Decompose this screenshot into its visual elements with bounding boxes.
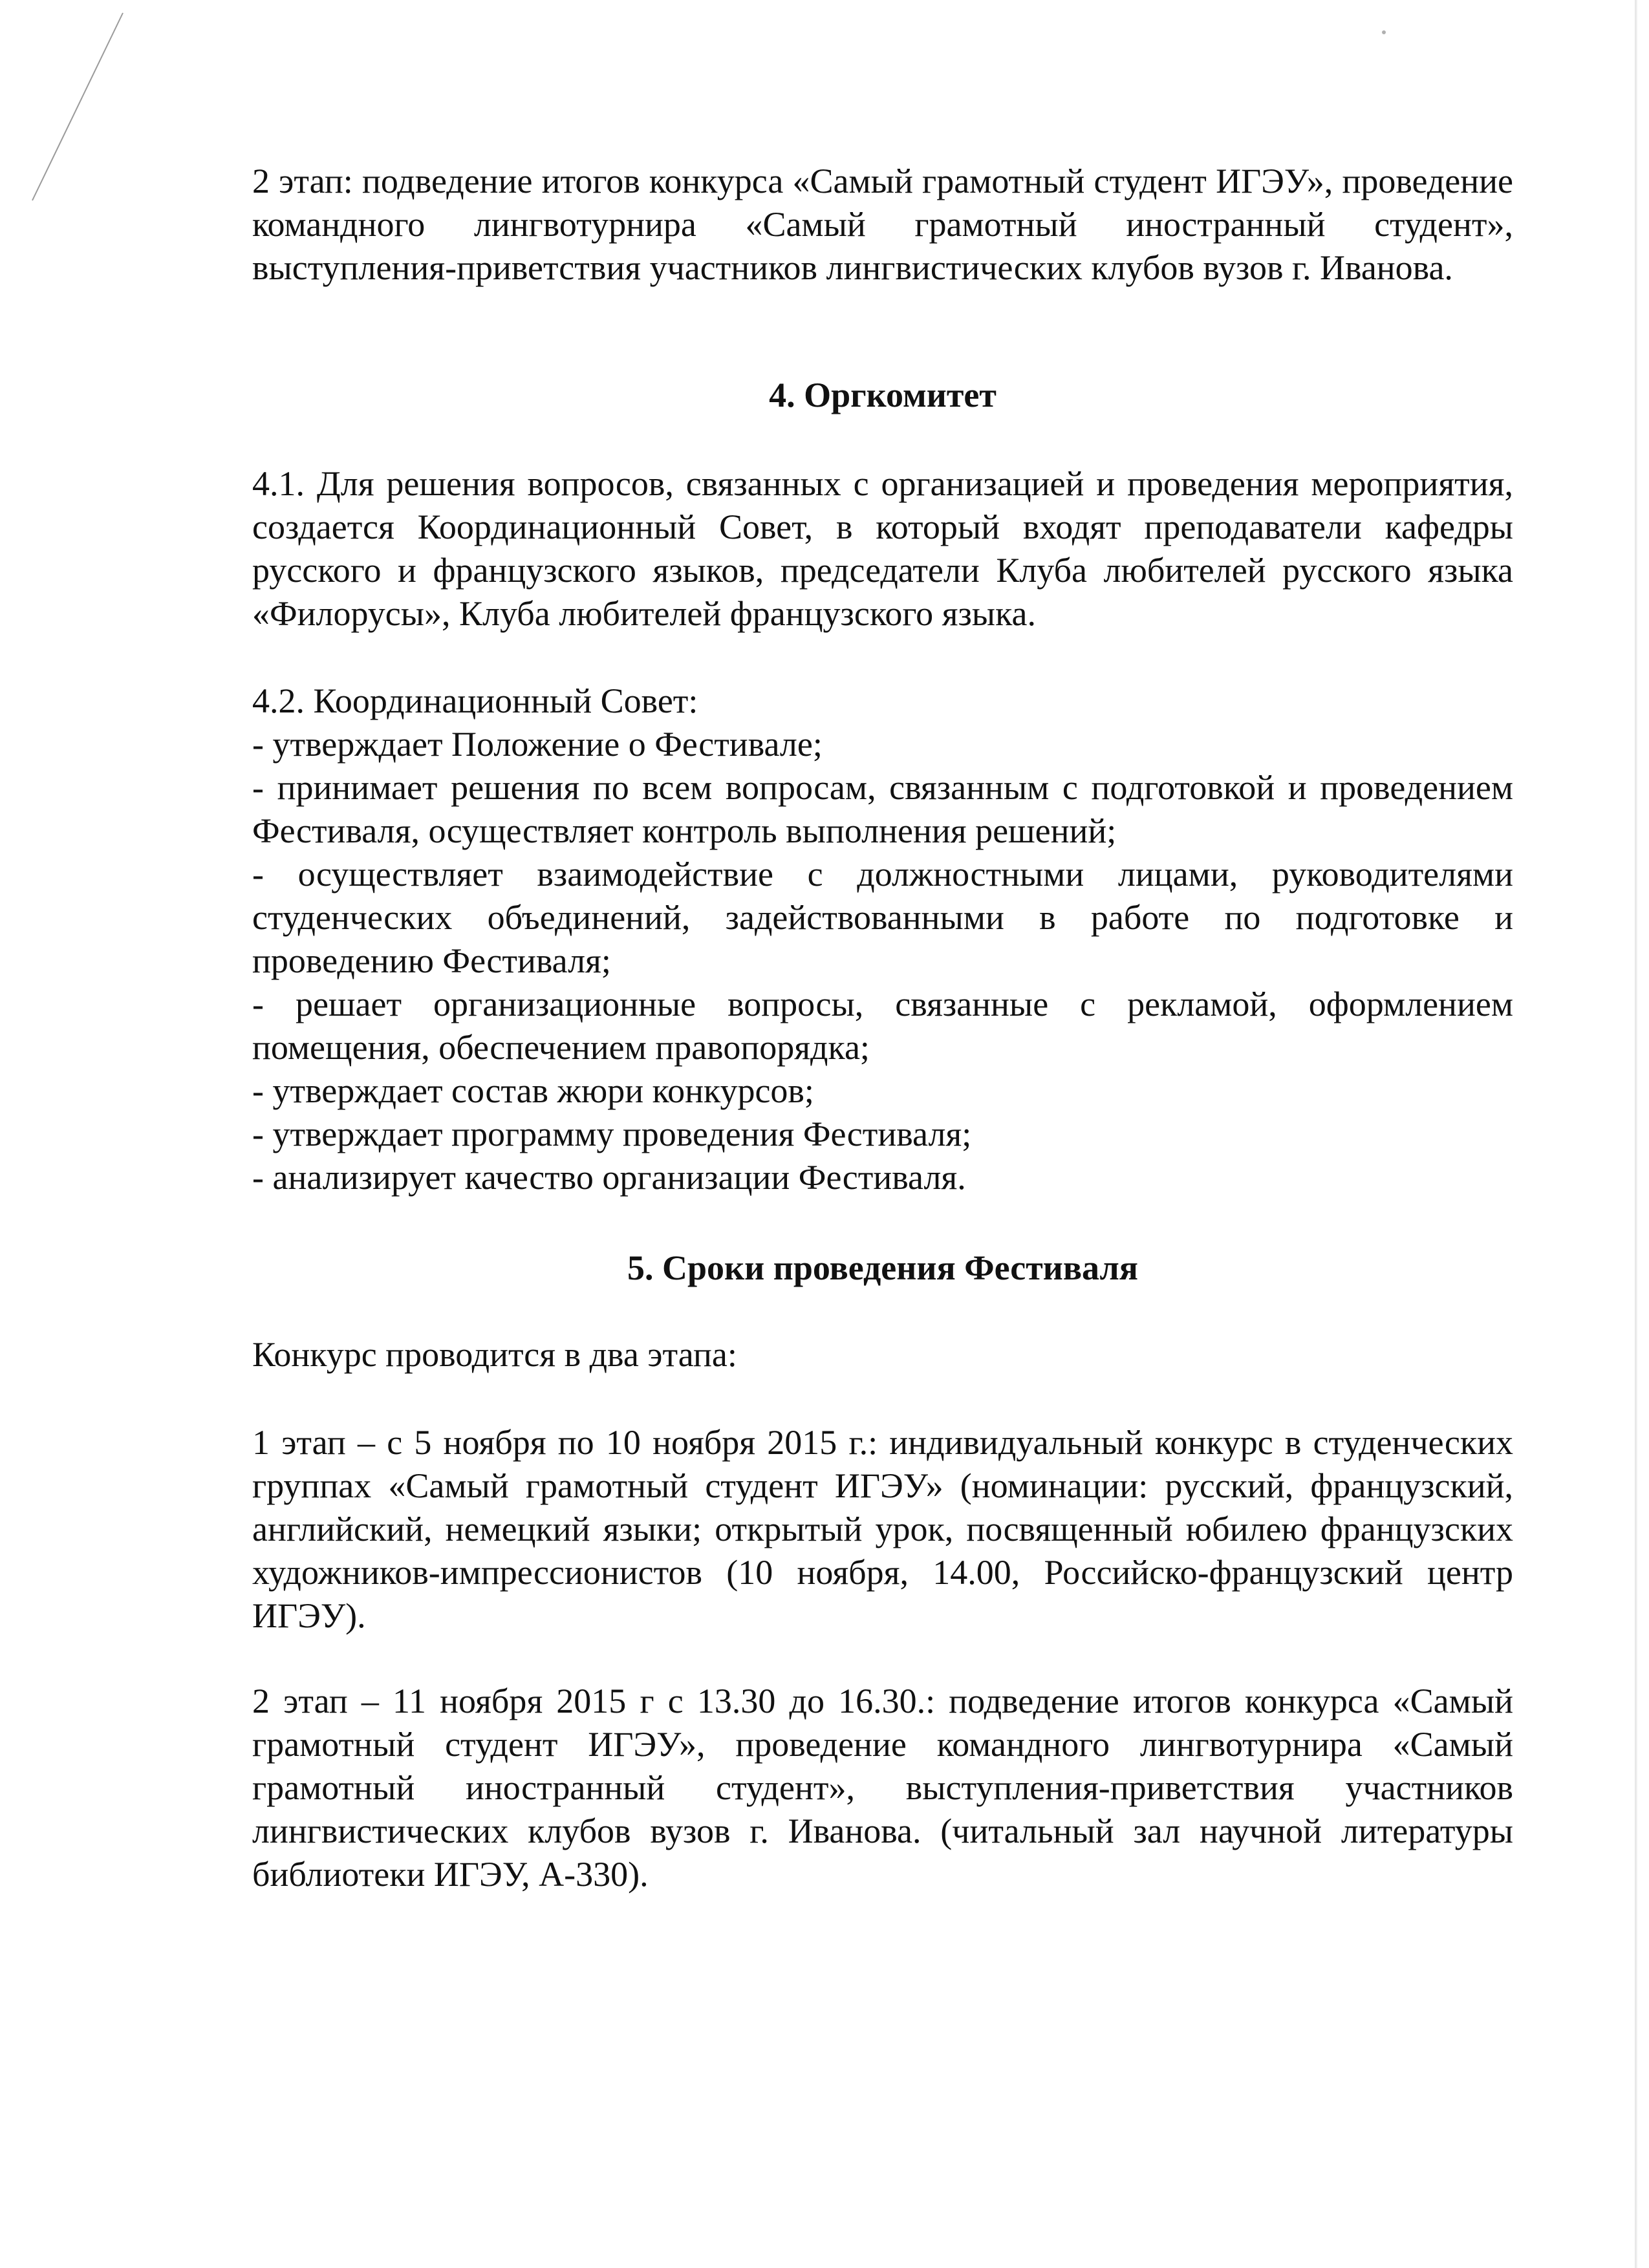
list-item: - решает организационные вопросы, связанные с рекламой, оформлением помещения, обеспечением правопорядка; xyxy=(252,985,1513,1067)
list-item: - утверждает Положение о Фестивале; xyxy=(252,725,823,764)
list-item: - утверждает программу проведения Фестиваля; xyxy=(252,1115,972,1153)
intro-paragraph: 2 этап: подведение итогов конкурса «Самый грамотный студент ИГЭУ», проведение командного лингвотурнира «Самый грамотный иностранный студент», выступления-приветствия участников лингвистических клубов вузов г. Иванова. xyxy=(252,162,1513,287)
list-item: - утверждает состав жюри конкурсов; xyxy=(252,1071,814,1110)
section-4-list xyxy=(252,679,1513,766)
list-item: - анализирует качество организации Фестиваля. xyxy=(252,1158,966,1197)
section-4-paragraph-1: 4.1. Для решения вопросов, связанных с организацией и проведения мероприятия, создается Координационный Совет, в который входят преподаватели кафедры русского и французского языков, председатели Клуба любителей русского языка «Филорусы», Клуба любителей французского языка. xyxy=(252,464,1513,633)
section-5-stage-2: 2 этап – 11 ноября 2015 г с 13.30 до 16.30.: подведение итогов конкурса «Самый грамотный студент ИГЭУ», проведение командного лингвотурнира «Самый грамотный иностранный студент», выступления-приветствия участников лингвистических клубов вузов г. Иванова. (читальный зал научной литературы библиотеки ИГЭУ, А-330). xyxy=(252,1682,1513,1894)
section-4-list-tail xyxy=(252,1069,1513,1199)
list-item: - осуществляет взаимодействие с должностными лицами, руководителями студенческих объединений, задействованными в работе по подготовке и проведению Фестиваля; xyxy=(252,855,1513,980)
section-4-heading: 4. Оргкомитет xyxy=(769,376,997,414)
section-4-2-title: 4.2. Координационный Совет: xyxy=(252,681,698,720)
section-5-stage-1: 1 этап – с 5 ноября по 10 ноября 2015 г.: индивидуальный конкурс в студенческих группах «Самый грамотный студент ИГЭУ» (номинации: русский, французский, английский, немецкий языки; открытый урок, посвященный юбилею французских художников-импрессионистов (10 ноября, 14.00, Российско-французский центр ИГЭУ). xyxy=(252,1423,1513,1635)
list-item: - принимает решения по всем вопросам, связанным с подготовкой и проведением Фестиваля, осуществляет контроль выполнения решений; xyxy=(252,768,1513,850)
scan-edge-shadow xyxy=(1635,0,1637,2268)
section-5-heading: 5. Сроки проведения Фестиваля xyxy=(627,1248,1138,1287)
scan-dot-mark xyxy=(1377,26,1390,39)
section-5-intro: Конкурс проводится в два этапа: xyxy=(252,1335,737,1374)
scan-pencil-mark xyxy=(13,6,142,213)
